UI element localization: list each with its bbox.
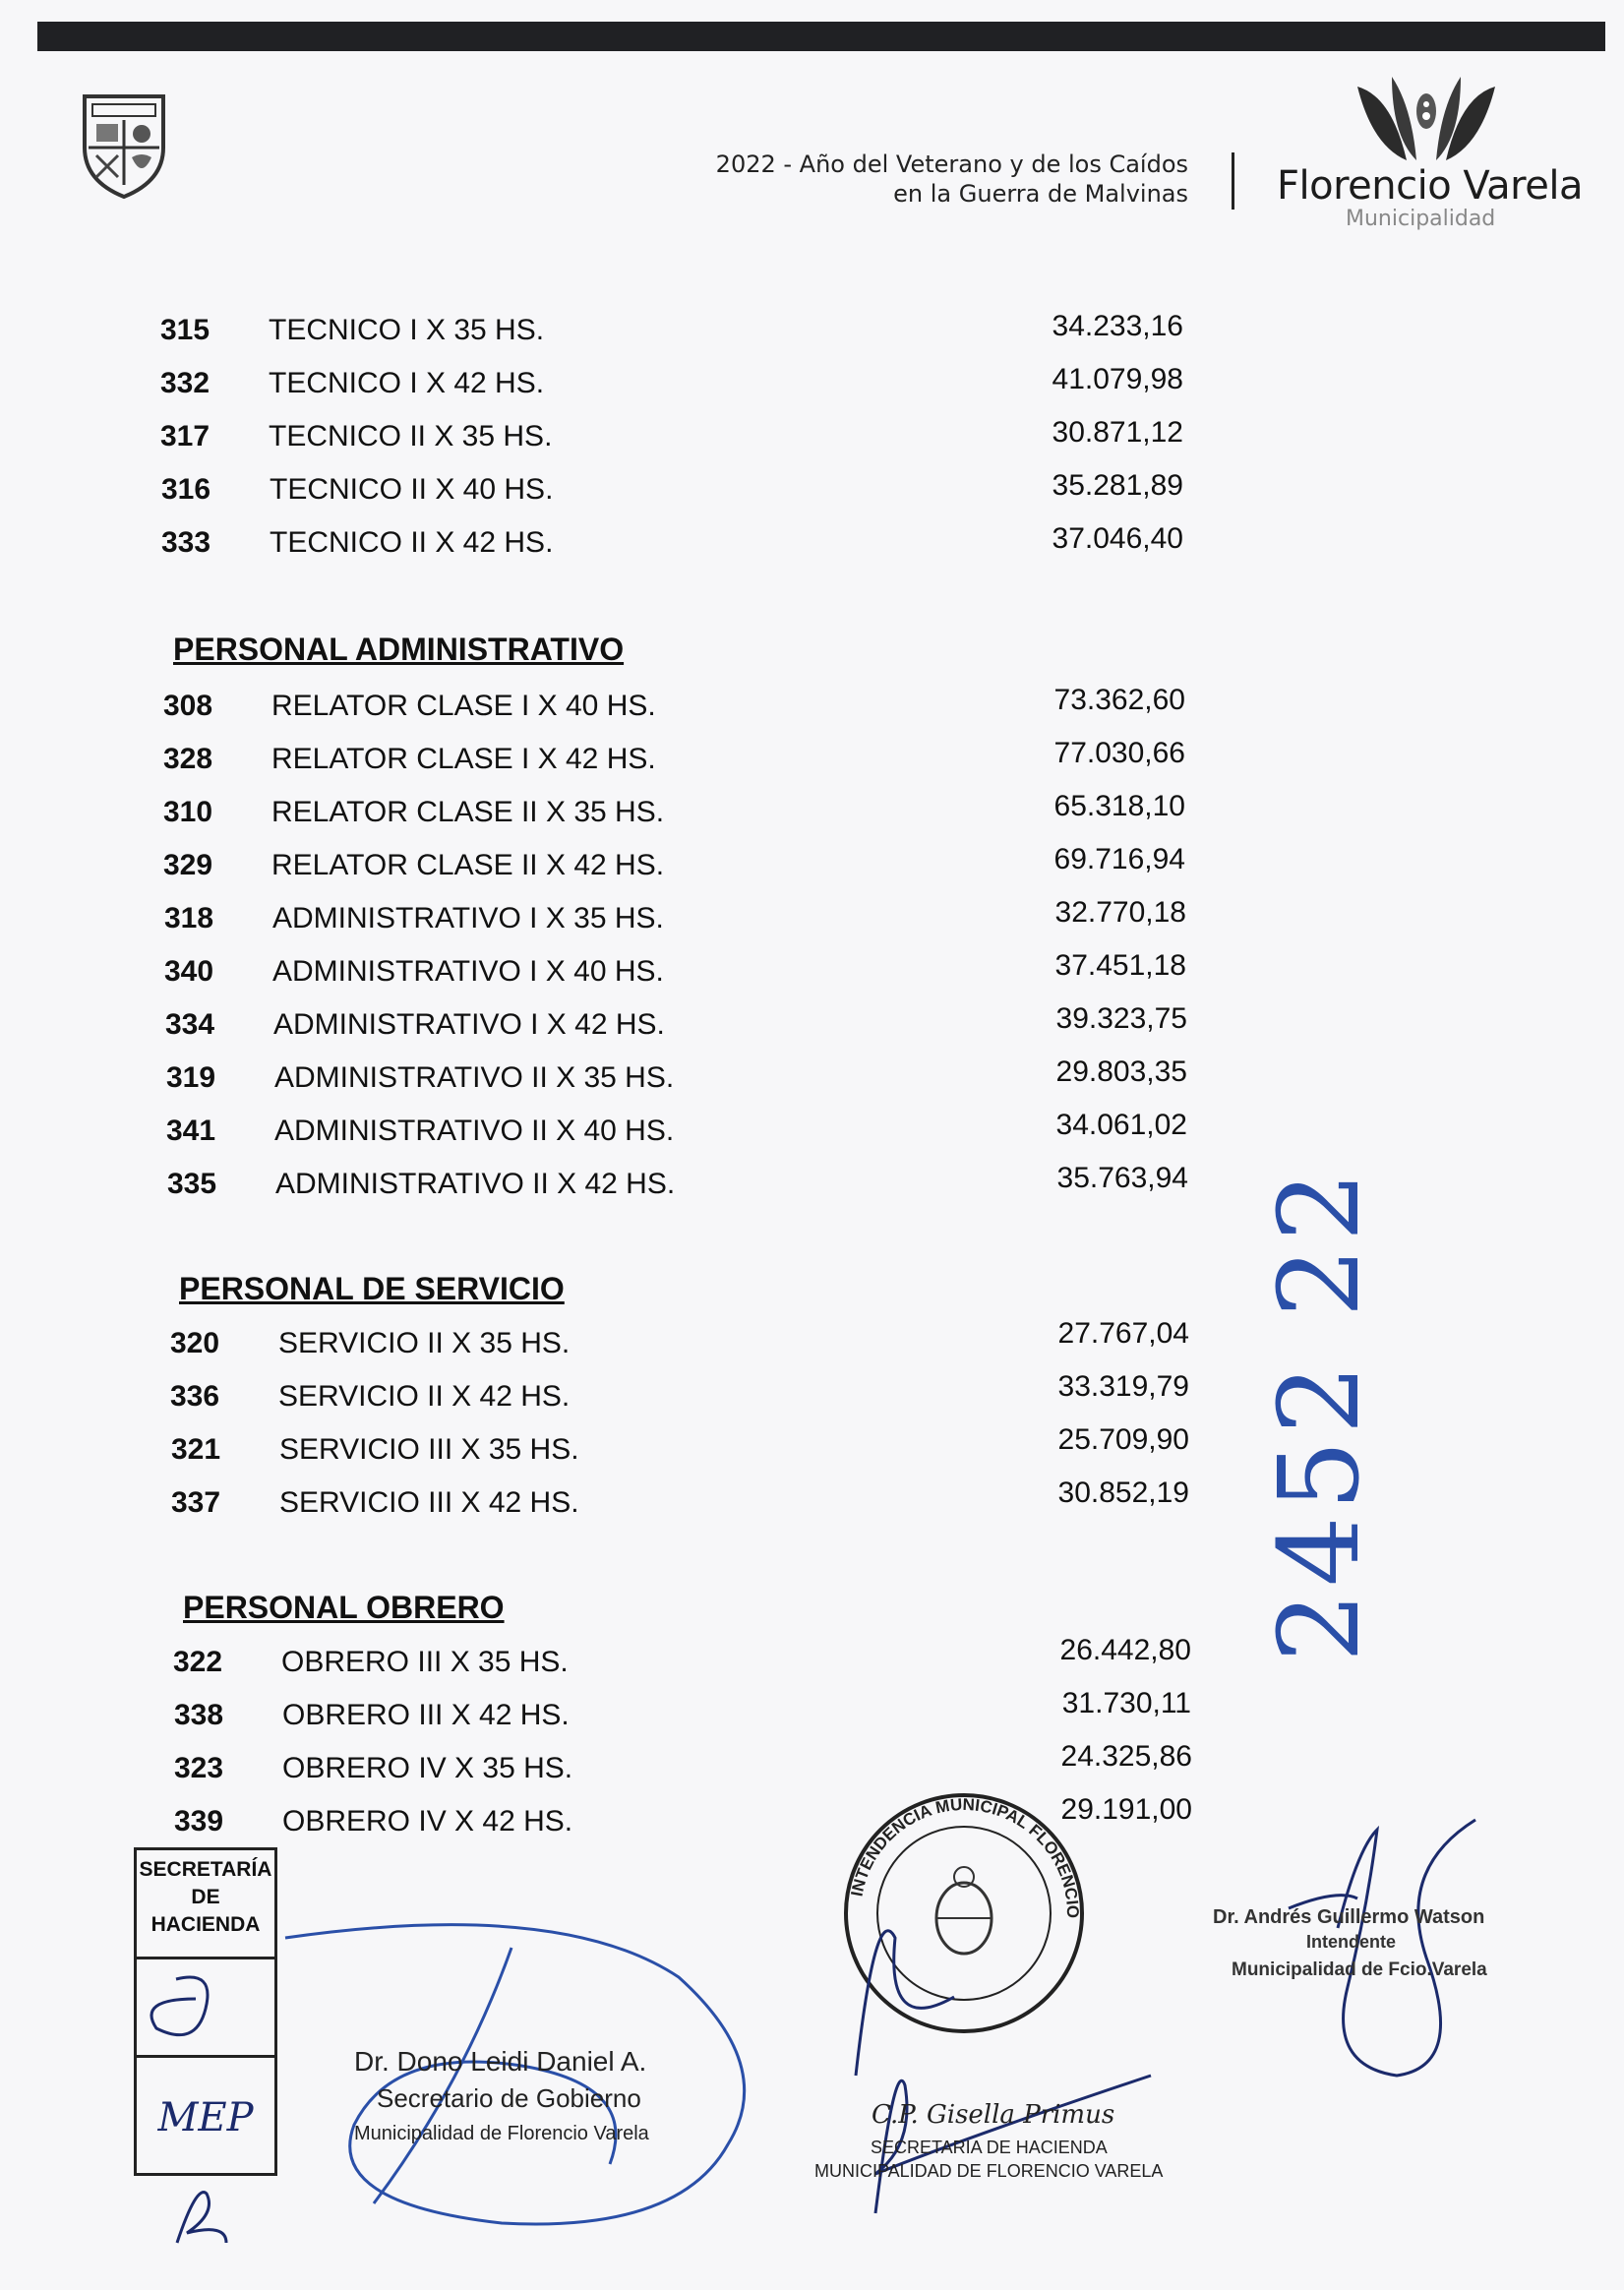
row-amount: 41.079,98: [1052, 363, 1183, 395]
row-description: RELATOR CLASE I X 40 HS.: [271, 690, 656, 722]
stamp-initials-cell: [137, 2055, 274, 2176]
hacienda-stamp-box: [134, 1847, 277, 2176]
row-description: RELATOR CLASE I X 42 HS.: [271, 743, 656, 775]
row-description: SERVICIO II X 35 HS.: [278, 1327, 571, 1359]
row-code: 321: [171, 1433, 221, 1466]
intendente-signer-name: Dr. Andrés Guillermo Watson: [1213, 1906, 1485, 1928]
row-code: 338: [174, 1699, 224, 1731]
stamp-initials: MEP: [157, 2095, 254, 2140]
row-amount: 73.362,60: [1053, 684, 1185, 716]
stamp-line-1: SECRETARÍA: [139, 1858, 272, 1881]
gobierno-signer-title: Secretario de Gobierno: [377, 2083, 641, 2113]
row-amount: 27.767,04: [1057, 1317, 1189, 1350]
row-description: RELATOR CLASE II X 42 HS.: [271, 849, 665, 881]
hacienda-signer-name: C.P. Gisella Primus: [872, 2100, 1115, 2130]
row-description: ADMINISTRATIVO II X 42 HS.: [275, 1168, 676, 1200]
row-amount: 33.319,79: [1057, 1370, 1189, 1403]
row-code: 317: [160, 420, 211, 452]
hacienda-signer-org: MUNICIPALIDAD DE FLORENCIO VARELA: [814, 2161, 1164, 2181]
row-description: ADMINISTRATIVO I X 35 HS.: [272, 902, 664, 934]
row-description: TECNICO II X 40 HS.: [270, 473, 554, 506]
florencio-varela-logo-icon: [1353, 67, 1500, 175]
row-code: 320: [170, 1327, 220, 1359]
row-amount: 65.318,10: [1053, 790, 1185, 822]
row-description: ADMINISTRATIVO I X 40 HS.: [272, 955, 664, 988]
row-description: ADMINISTRATIVO I X 42 HS.: [273, 1008, 665, 1041]
row-description: TECNICO I X 35 HS.: [269, 314, 545, 346]
row-amount: 25.709,90: [1057, 1423, 1189, 1456]
row-amount: 39.323,75: [1055, 1002, 1187, 1035]
row-amount: 37.046,40: [1052, 522, 1183, 555]
row-amount: 35.281,89: [1052, 469, 1183, 502]
intendente-signer-title: Intendente: [1306, 1932, 1397, 1952]
row-code: 315: [160, 314, 211, 346]
row-amount: 35.763,94: [1056, 1162, 1188, 1194]
header-divider: [1232, 152, 1234, 210]
row-description: SERVICIO II X 42 HS.: [278, 1380, 571, 1413]
gobierno-signer-name: Dr. Dono Leidi Daniel A.: [354, 2046, 647, 2077]
row-amount: 26.442,80: [1059, 1634, 1191, 1666]
section-title-obrero: PERSONAL OBRERO: [183, 1590, 505, 1625]
header-motto: [590, 150, 1188, 209]
row-code: 339: [174, 1805, 224, 1838]
row-amount: 24.325,86: [1060, 1740, 1192, 1773]
row-amount: 30.852,19: [1057, 1476, 1189, 1509]
row-code: 316: [161, 473, 211, 506]
row-description: OBRERO IV X 35 HS.: [282, 1752, 573, 1784]
stamp-initial-signature-icon: [137, 1959, 274, 2058]
row-amount: 37.451,18: [1054, 949, 1186, 982]
municipal-crest-icon: [79, 90, 169, 201]
header-motto-line2: en la Guerra de Malvinas: [893, 180, 1188, 208]
brand-subtitle: Municipalidad: [1346, 207, 1496, 231]
row-code: 328: [163, 743, 213, 775]
brand-name: Florencio Varela: [1277, 163, 1583, 209]
row-code: 333: [161, 526, 211, 559]
row-description: ADMINISTRATIVO II X 35 HS.: [274, 1061, 675, 1094]
row-code: 337: [171, 1486, 221, 1519]
row-amount: 30.871,12: [1052, 416, 1183, 449]
stamp-line-3: HACIENDA: [150, 1913, 261, 1936]
intendencia-seal-icon: [810, 1766, 1102, 2046]
seal-text: INTENDENCIA MUNICIPAL FLORENCIO VARELA: [810, 1766, 1083, 1919]
gobierno-signer-org: Municipalidad de Florencio Varela: [354, 2123, 649, 2144]
row-description: SERVICIO III X 42 HS.: [279, 1486, 579, 1519]
row-code: 335: [167, 1168, 217, 1200]
row-amount: 32.770,18: [1054, 896, 1186, 929]
hacienda-signer-title: SECRETARIA DE HACIENDA: [871, 2138, 1108, 2157]
handwritten-file-number: [1234, 1161, 1412, 1672]
row-code: 336: [170, 1380, 220, 1413]
row-description: OBRERO IV X 42 HS.: [282, 1805, 573, 1838]
row-amount: 77.030,66: [1053, 737, 1185, 769]
row-amount: 29.191,00: [1060, 1793, 1192, 1826]
row-code: 322: [173, 1646, 223, 1678]
row-code: 318: [164, 902, 214, 934]
header-motto-line1: 2022 - Año del Veterano y de los Caídos: [715, 151, 1188, 178]
top-scan-bar: [37, 22, 1605, 51]
stamp-line-2: DE: [191, 1886, 220, 1908]
row-amount: 31.730,11: [1061, 1687, 1191, 1719]
row-code: 310: [163, 796, 213, 828]
row-code: 329: [163, 849, 213, 881]
row-code: 308: [163, 690, 213, 722]
row-description: OBRERO III X 35 HS.: [281, 1646, 569, 1678]
intendente-signature-icon: [1279, 1810, 1495, 2095]
row-amount: 34.233,16: [1052, 310, 1183, 342]
row-description: OBRERO III X 42 HS.: [282, 1699, 570, 1731]
row-code: 340: [164, 955, 214, 988]
handwritten-number-text: 2452 22: [1256, 1165, 1384, 1662]
row-description: TECNICO I X 42 HS.: [269, 367, 545, 399]
row-code: 332: [160, 367, 211, 399]
section-title-servicio: PERSONAL DE SERVICIO: [179, 1271, 565, 1306]
row-code: 319: [166, 1061, 216, 1094]
stamp-signature-cell: [137, 1957, 274, 2058]
row-amount: 29.803,35: [1055, 1055, 1187, 1088]
margin-initial-signature-icon: [167, 2174, 236, 2253]
row-code: 341: [166, 1115, 216, 1147]
row-code: 334: [165, 1008, 215, 1041]
row-code: 323: [174, 1752, 224, 1784]
row-description: RELATOR CLASE II X 35 HS.: [271, 796, 665, 828]
section-title-administrativo: PERSONAL ADMINISTRATIVO: [173, 632, 625, 667]
row-description: TECNICO II X 42 HS.: [270, 526, 554, 559]
row-description: SERVICIO III X 35 HS.: [279, 1433, 579, 1466]
row-description: ADMINISTRATIVO II X 40 HS.: [274, 1115, 675, 1147]
row-description: TECNICO II X 35 HS.: [269, 420, 553, 452]
row-amount: 34.061,02: [1055, 1109, 1187, 1141]
row-amount: 69.716,94: [1053, 843, 1185, 875]
intendente-signer-org: Municipalidad de Fcio.Varela: [1232, 1959, 1487, 1980]
